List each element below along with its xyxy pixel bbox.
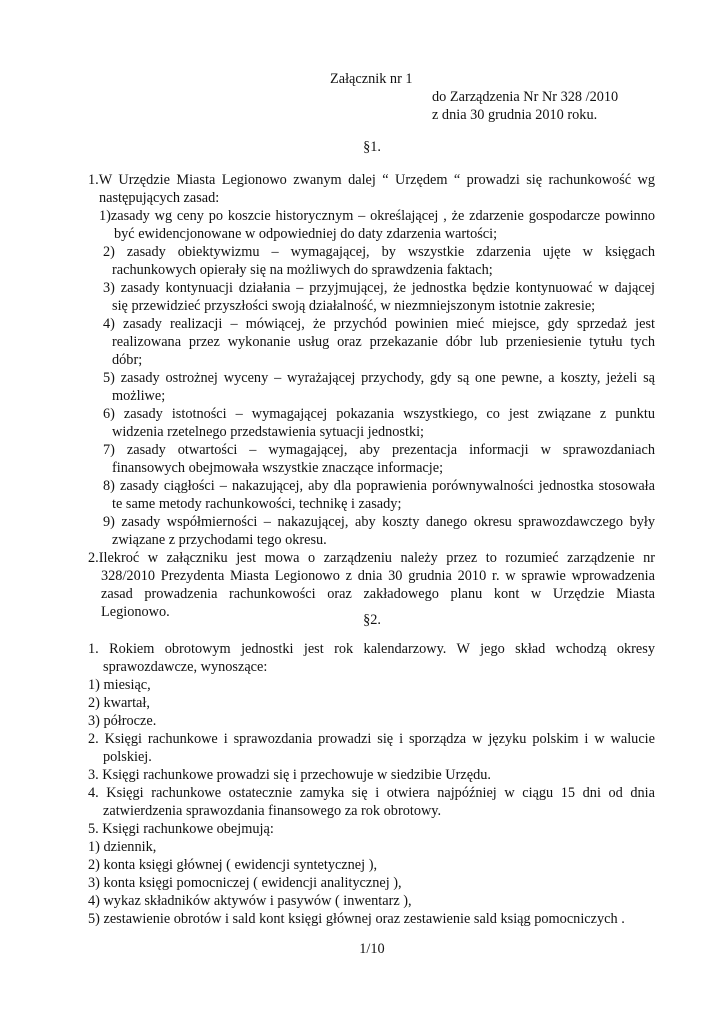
section-2-line-7: polskiej. (103, 749, 152, 765)
section-2-line-14: 3) konta księgi pomocniczej ( ewidencji analitycznej ), (88, 875, 402, 891)
rule-item-4-line-1: 4) zasady realizacji – mówiącej, że przychód powinien mieć miejsce, gdy sprzedaż jest (103, 316, 655, 332)
section-1-intro-line-2: następujących zasad: (99, 190, 220, 206)
section-2-line-9: 4. Księgi rachunkowe ostatecznie zamyka się i otwiera najpóźniej w ciągu 15 dni od dnia (88, 785, 655, 801)
rule-item-6-line-2: widzenia rzetelnego przedstawienia sytuacji jednostki; (112, 424, 425, 440)
rule-item-1-line-1: 1)zasady wg ceny po koszcie historycznym – określającej , że zdarzenie gospodarcze powinno (99, 208, 655, 224)
rule-item-6-line-1: 6) zasady istotności – wymagającej pokazania wszystkiego, co jest związane z punktu (103, 406, 655, 422)
rule-item-7-line-1: 7) zasady otwartości – wymagającej, aby prezentacja informacji w sprawozdaniach (103, 442, 655, 458)
rule-item-8-line-1: 8) zasady ciągłości – nakazującej, aby dla poprawienia porównywalności jednostka stosowała (103, 478, 655, 494)
order-date: z dnia 30 grudnia 2010 roku. (432, 107, 598, 123)
section-1-heading: §1. (363, 139, 381, 155)
section-2-line-11: 5. Księgi rachunkowe obejmują: (88, 821, 274, 837)
rule-item-3-line-1: 3) zasady kontynuacji działania – przyjmującej, że jednostka będzie kontynuować w dającej (103, 280, 655, 296)
section-1-intro-line-1: 1.W Urzędzie Miasta Legionowo zwanym dalej “ Urzędem “ prowadzi się rachunkowość wg (88, 172, 655, 188)
section-2-line-3: 1) miesiąc, (88, 677, 151, 693)
section-2-line-15: 4) wykaz składników aktywów i pasywów ( inwentarz ), (88, 893, 412, 909)
rule-item-8-line-2: te same metody rachunkowości, technikę i zasady; (112, 496, 402, 512)
section-2-line-6: 2. Księgi rachunkowe i sprawozdania prowadzi się i sporządza w języku polskim i w walucie (88, 731, 655, 747)
rule-item-4-line-3: dóbr; (112, 352, 143, 368)
section-1-para-2-line-4: Legionowo. (101, 604, 170, 620)
rule-item-5-line-1: 5) zasady ostrożnej wyceny – wyrażającej przychody, gdy są one pewne, a koszty, jeżeli są (103, 370, 655, 386)
section-2-line-10: zatwierdzenia sprawozdania finansowego za rok obrotowy. (103, 803, 442, 819)
rule-item-2-line-1: 2) zasady obiektywizmu – wymagającej, by wszystkie zdarzenia ujęte w księgach (103, 244, 655, 260)
section-1-para-2-line-3: zasad prowadzenia rachunkowości oraz zakładowego planu kont w Urzędzie Miasta (101, 586, 655, 602)
section-2-line-5: 3) półrocze. (88, 713, 157, 729)
section-2-heading: §2. (363, 612, 381, 628)
rule-item-5-line-2: możliwe; (112, 388, 166, 404)
rule-item-3-line-2: się przewidzieć przyszłości swoją działalność, w niezmniejszonym istotnie zakresie; (112, 298, 596, 314)
section-2-line-12: 1) dziennik, (88, 839, 157, 855)
section-2-line-2: sprawozdawcze, wynoszące: (103, 659, 268, 675)
section-2-line-13: 2) konta księgi głównej ( ewidencji syntetycznej ), (88, 857, 378, 873)
section-1-para-2-line-1: 2.Ilekroć w załączniku jest mowa o zarządzeniu należy przez to rozumieć zarządzenie nr (88, 550, 655, 566)
rule-item-2-line-2: rachunkowych opierały się na możliwych do sprawdzenia faktach; (112, 262, 493, 278)
rule-item-9-line-1: 9) zasady współmierności – nakazującej, aby koszty danego okresu sprawozdawczego były (103, 514, 655, 530)
rule-item-1-line-2: być ewidencjonowane w odpowiedniej do daty zdarzenia wartości; (114, 226, 498, 242)
rule-item-4-line-2: realizowana przez wykonanie usług oraz przekazanie dóbr lub przeniesienie tytułu tych (112, 334, 655, 350)
section-1-para-2-line-2: 328/2010 Prezydenta Miasta Legionowo z dnia 30 grudnia 2010 r. w sprawie wprowadzenia (101, 568, 655, 584)
section-2-line-4: 2) kwartał, (88, 695, 150, 711)
page-number: 1/10 (359, 941, 385, 957)
section-2-line-8: 3. Księgi rachunkowe prowadzi się i przechowuje w siedzibie Urzędu. (88, 767, 491, 783)
rule-item-9-line-2: związane z przychodami tego okresu. (112, 532, 327, 548)
order-reference: do Zarządzenia Nr Nr 328 /2010 (432, 89, 619, 105)
section-2-line-16: 5) zestawienie obrotów i sald kont księgi głównej oraz zestawienie sald ksiąg pomocniczych . (88, 911, 625, 927)
section-2-line-1: 1. Rokiem obrotowym jednostki jest rok kalendarzowy. W jego skład wchodzą okresy (88, 641, 655, 657)
attachment-title: Załącznik nr 1 (330, 71, 413, 87)
rule-item-7-line-2: finansowych obejmowała wszystkie znaczące informacje; (112, 460, 444, 476)
